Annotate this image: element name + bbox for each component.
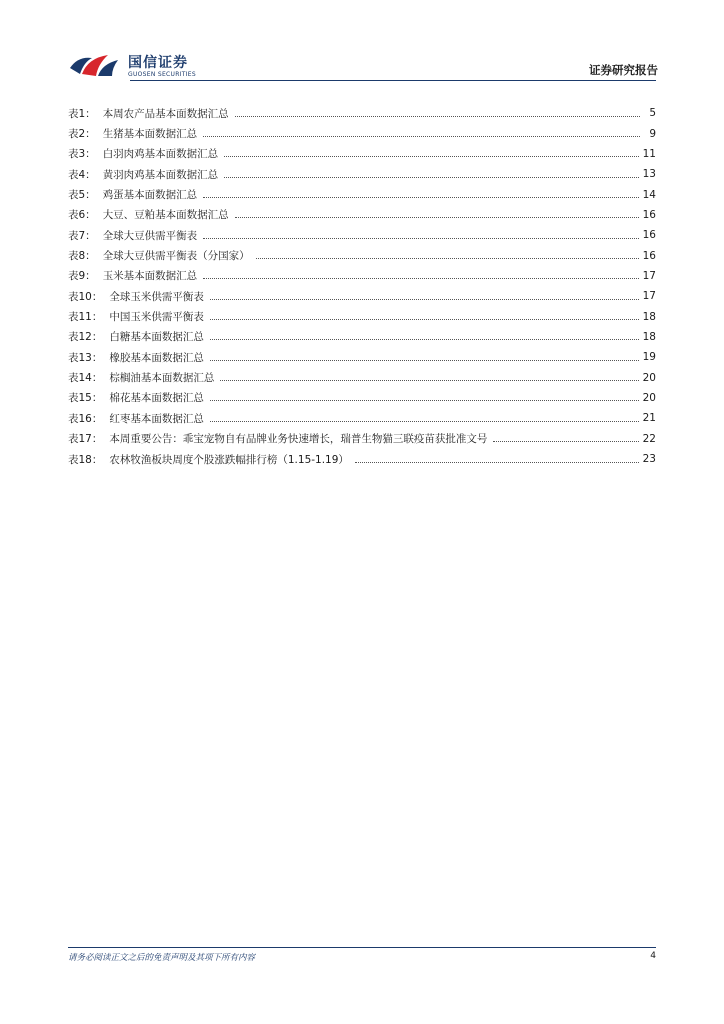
toc-dot-leader bbox=[203, 278, 638, 279]
footer-divider bbox=[68, 947, 656, 948]
toc-entry-label: 表3： bbox=[68, 148, 96, 161]
table-of-contents bbox=[68, 103, 656, 469]
toc-dot-leader bbox=[210, 421, 639, 422]
company-logo bbox=[68, 50, 218, 80]
toc-entry-label: 表11： bbox=[68, 311, 103, 324]
toc-entry-page: 16 bbox=[642, 249, 656, 262]
toc-entry-title: 中国玉米供需平衡表 bbox=[109, 311, 204, 324]
logo-mark-icon bbox=[68, 52, 124, 78]
toc-entry-label: 表9： bbox=[68, 270, 96, 283]
toc-entry-label: 表6： bbox=[68, 209, 96, 222]
toc-entry[interactable] bbox=[68, 286, 656, 306]
toc-dot-leader bbox=[210, 299, 639, 300]
toc-entry-page: 11 bbox=[642, 147, 656, 160]
toc-dot-leader bbox=[256, 258, 639, 259]
toc-entry-label: 表17： bbox=[68, 433, 103, 446]
toc-entry-page: 9 bbox=[649, 127, 656, 140]
toc-entry-page: 21 bbox=[642, 412, 656, 425]
toc-entry-page: 18 bbox=[642, 330, 656, 343]
toc-entry[interactable] bbox=[68, 449, 656, 469]
toc-entry-label: 表14： bbox=[68, 372, 103, 385]
toc-entry-page: 20 bbox=[642, 371, 656, 384]
toc-dot-leader bbox=[210, 400, 639, 401]
toc-entry[interactable] bbox=[68, 367, 656, 387]
toc-entry[interactable] bbox=[68, 103, 656, 123]
toc-entry-title: 农林牧渔板块周度个股涨跌幅排行榜（1.15-1.19） bbox=[109, 453, 349, 466]
toc-entry-title: 全球大豆供需平衡表 bbox=[102, 229, 198, 242]
toc-entry-page: 22 bbox=[642, 432, 656, 445]
toc-entry[interactable] bbox=[68, 245, 656, 265]
toc-dot-leader bbox=[220, 380, 638, 381]
toc-dot-leader bbox=[203, 197, 638, 198]
toc-entry-title: 玉米基本面数据汇总 bbox=[102, 270, 198, 283]
toc-dot-leader bbox=[210, 339, 639, 340]
toc-entry-label: 表5： bbox=[68, 189, 96, 202]
toc-entry-page: 18 bbox=[642, 310, 656, 323]
toc-entry[interactable] bbox=[68, 408, 656, 428]
toc-entry[interactable] bbox=[68, 205, 656, 225]
page-header bbox=[68, 50, 658, 80]
toc-entry-label: 表2： bbox=[68, 128, 96, 141]
header-divider bbox=[130, 80, 656, 81]
toc-entry-title: 全球玉米供需平衡表 bbox=[109, 290, 204, 303]
toc-entry-title: 白糖基本面数据汇总 bbox=[109, 331, 204, 344]
logo-chinese-name: 国信证券 bbox=[128, 55, 188, 71]
toc-entry-page: 23 bbox=[642, 453, 656, 466]
toc-entry-page: 16 bbox=[642, 208, 656, 221]
toc-entry[interactable] bbox=[68, 225, 656, 245]
report-type-label: 证券研究报告 bbox=[589, 63, 658, 77]
toc-entry-label: 表13： bbox=[68, 351, 103, 364]
toc-entry[interactable] bbox=[68, 184, 656, 204]
toc-entry-title: 黄羽肉鸡基本面数据汇总 bbox=[102, 168, 219, 181]
toc-entry-label: 表10： bbox=[68, 290, 103, 303]
toc-entry-title: 本周重要公告：乖宝宠物自有品牌业务快速增长，瑞普生物猫三联疫苗获批准文号 bbox=[109, 433, 488, 446]
toc-entry-page: 19 bbox=[642, 351, 656, 364]
toc-entry[interactable] bbox=[68, 327, 656, 347]
toc-entry-title: 全球大豆供需平衡表（分国家） bbox=[102, 250, 250, 263]
toc-entry-title: 大豆、豆粕基本面数据汇总 bbox=[102, 209, 229, 222]
page-number: 4 bbox=[650, 951, 656, 961]
toc-dot-leader bbox=[224, 177, 638, 178]
toc-dot-leader bbox=[235, 116, 640, 117]
toc-entry-title: 红枣基本面数据汇总 bbox=[109, 412, 204, 425]
toc-entry-page: 13 bbox=[642, 168, 656, 181]
toc-entry-label: 表15： bbox=[68, 392, 103, 405]
toc-entry-label: 表18： bbox=[68, 453, 103, 466]
toc-dot-leader bbox=[203, 136, 640, 137]
toc-entry-page: 5 bbox=[649, 107, 656, 120]
toc-dot-leader bbox=[493, 441, 638, 442]
logo-english-name: GUOSEN SECURITIES bbox=[128, 71, 197, 78]
toc-dot-leader bbox=[210, 319, 639, 320]
toc-entry-title: 本周农产品基本面数据汇总 bbox=[102, 107, 229, 120]
toc-entry-page: 16 bbox=[642, 229, 656, 242]
toc-entry[interactable] bbox=[68, 144, 656, 164]
toc-entry-label: 表1： bbox=[68, 107, 96, 120]
toc-entry-title: 棉花基本面数据汇总 bbox=[109, 392, 204, 405]
toc-entry-label: 表16： bbox=[68, 412, 103, 425]
toc-entry-label: 表4： bbox=[68, 168, 96, 181]
toc-entry-title: 鸡蛋基本面数据汇总 bbox=[102, 189, 198, 202]
toc-dot-leader bbox=[210, 360, 639, 361]
toc-entry-page: 17 bbox=[642, 290, 656, 303]
toc-entry-title: 棕榈油基本面数据汇总 bbox=[109, 372, 215, 385]
toc-entry-title: 橡胶基本面数据汇总 bbox=[109, 351, 204, 364]
toc-entry[interactable] bbox=[68, 347, 656, 367]
toc-entry[interactable] bbox=[68, 388, 656, 408]
toc-dot-leader bbox=[235, 217, 639, 218]
toc-entry[interactable] bbox=[68, 266, 656, 286]
toc-entry[interactable] bbox=[68, 123, 656, 143]
toc-entry[interactable] bbox=[68, 306, 656, 326]
toc-entry-label: 表12： bbox=[68, 331, 103, 344]
toc-entry-page: 17 bbox=[642, 269, 656, 282]
toc-dot-leader bbox=[355, 462, 639, 463]
toc-entry-page: 14 bbox=[642, 188, 656, 201]
toc-entry[interactable] bbox=[68, 164, 656, 184]
toc-entry-title: 生猪基本面数据汇总 bbox=[102, 128, 198, 141]
toc-dot-leader bbox=[203, 238, 638, 239]
toc-entry-title: 白羽肉鸡基本面数据汇总 bbox=[102, 148, 219, 161]
toc-entry-label: 表7： bbox=[68, 229, 96, 242]
toc-entry-page: 20 bbox=[642, 391, 656, 404]
footer-disclaimer: 请务必阅读正文之后的免责声明及其项下所有内容 bbox=[68, 953, 256, 963]
toc-dot-leader bbox=[224, 156, 638, 157]
toc-entry-label: 表8： bbox=[68, 250, 96, 263]
toc-entry[interactable] bbox=[68, 429, 656, 449]
